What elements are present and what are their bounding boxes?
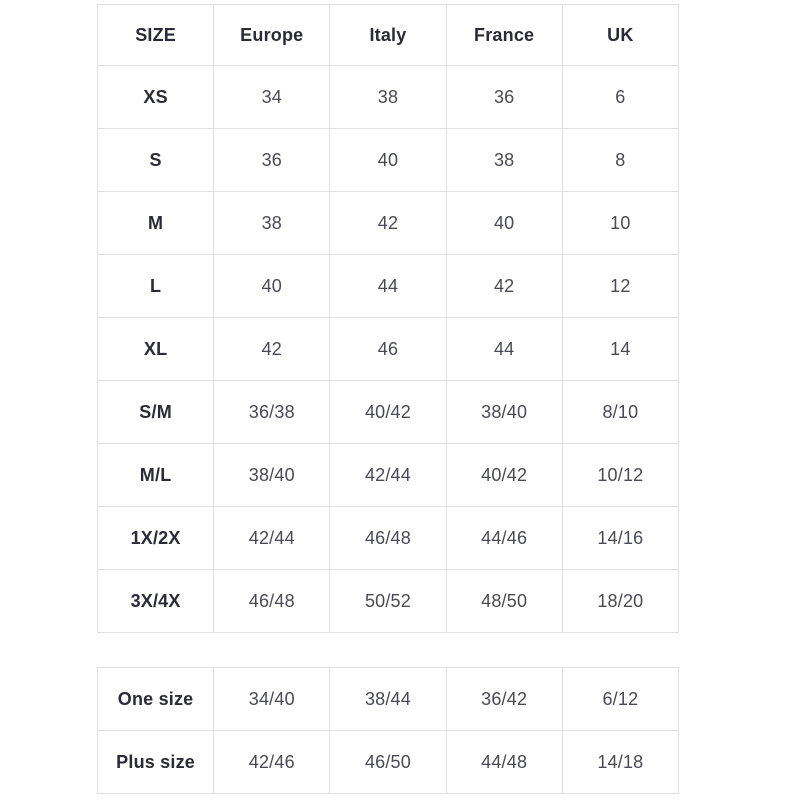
size-conversion-section: [97, 4, 679, 794]
value-cell: 18/20: [562, 570, 678, 633]
column-header-size: SIZE: [98, 5, 214, 66]
size-cell: XL: [98, 318, 214, 381]
column-header-uk: UK: [562, 5, 678, 66]
size-cell: S: [98, 129, 214, 192]
value-cell: 8: [562, 129, 678, 192]
special-size-table: [97, 667, 679, 794]
size-table-body: [98, 66, 679, 633]
table-row: [98, 66, 679, 129]
table-row: [98, 507, 679, 570]
value-cell: 36/38: [214, 381, 330, 444]
value-cell: 40: [214, 255, 330, 318]
value-cell: 46/48: [214, 570, 330, 633]
column-header-italy: Italy: [330, 5, 446, 66]
header-row: [98, 5, 679, 66]
value-cell: 46/50: [330, 731, 446, 794]
value-cell: 10/12: [562, 444, 678, 507]
size-cell: L: [98, 255, 214, 318]
value-cell: 42/44: [330, 444, 446, 507]
value-cell: 38/40: [446, 381, 562, 444]
column-header-france: France: [446, 5, 562, 66]
value-cell: 38/40: [214, 444, 330, 507]
value-cell: 42/44: [214, 507, 330, 570]
value-cell: 14: [562, 318, 678, 381]
size-cell: M: [98, 192, 214, 255]
value-cell: 8/10: [562, 381, 678, 444]
special-size-table-body: [98, 668, 679, 794]
value-cell: 46/48: [330, 507, 446, 570]
value-cell: 14/16: [562, 507, 678, 570]
size-cell: Plus size: [98, 731, 214, 794]
value-cell: 38/44: [330, 668, 446, 731]
value-cell: 42: [330, 192, 446, 255]
size-cell: One size: [98, 668, 214, 731]
value-cell: 38: [214, 192, 330, 255]
value-cell: 40/42: [446, 444, 562, 507]
value-cell: 34/40: [214, 668, 330, 731]
value-cell: 40: [446, 192, 562, 255]
size-table-header: [98, 5, 679, 66]
column-header-europe: Europe: [214, 5, 330, 66]
table-row: [98, 318, 679, 381]
table-row: [98, 444, 679, 507]
value-cell: 6: [562, 66, 678, 129]
value-cell: 42: [446, 255, 562, 318]
value-cell: 38: [330, 66, 446, 129]
value-cell: 44: [330, 255, 446, 318]
size-cell: 3X/4X: [98, 570, 214, 633]
table-row: [98, 570, 679, 633]
value-cell: 44: [446, 318, 562, 381]
value-cell: 36: [214, 129, 330, 192]
value-cell: 44/48: [446, 731, 562, 794]
value-cell: 10: [562, 192, 678, 255]
value-cell: 44/46: [446, 507, 562, 570]
value-cell: 50/52: [330, 570, 446, 633]
value-cell: 38: [446, 129, 562, 192]
table-row: [98, 731, 679, 794]
table-row: [98, 192, 679, 255]
size-cell: XS: [98, 66, 214, 129]
table-row: [98, 668, 679, 731]
size-cell: 1X/2X: [98, 507, 214, 570]
value-cell: 12: [562, 255, 678, 318]
value-cell: 14/18: [562, 731, 678, 794]
size-cell: M/L: [98, 444, 214, 507]
value-cell: 6/12: [562, 668, 678, 731]
value-cell: 48/50: [446, 570, 562, 633]
table-row: [98, 381, 679, 444]
value-cell: 36: [446, 66, 562, 129]
table-row: [98, 255, 679, 318]
value-cell: 34: [214, 66, 330, 129]
value-cell: 42: [214, 318, 330, 381]
value-cell: 36/42: [446, 668, 562, 731]
size-conversion-table: [97, 4, 679, 633]
table-row: [98, 129, 679, 192]
value-cell: 40/42: [330, 381, 446, 444]
size-cell: S/M: [98, 381, 214, 444]
value-cell: 42/46: [214, 731, 330, 794]
value-cell: 46: [330, 318, 446, 381]
value-cell: 40: [330, 129, 446, 192]
